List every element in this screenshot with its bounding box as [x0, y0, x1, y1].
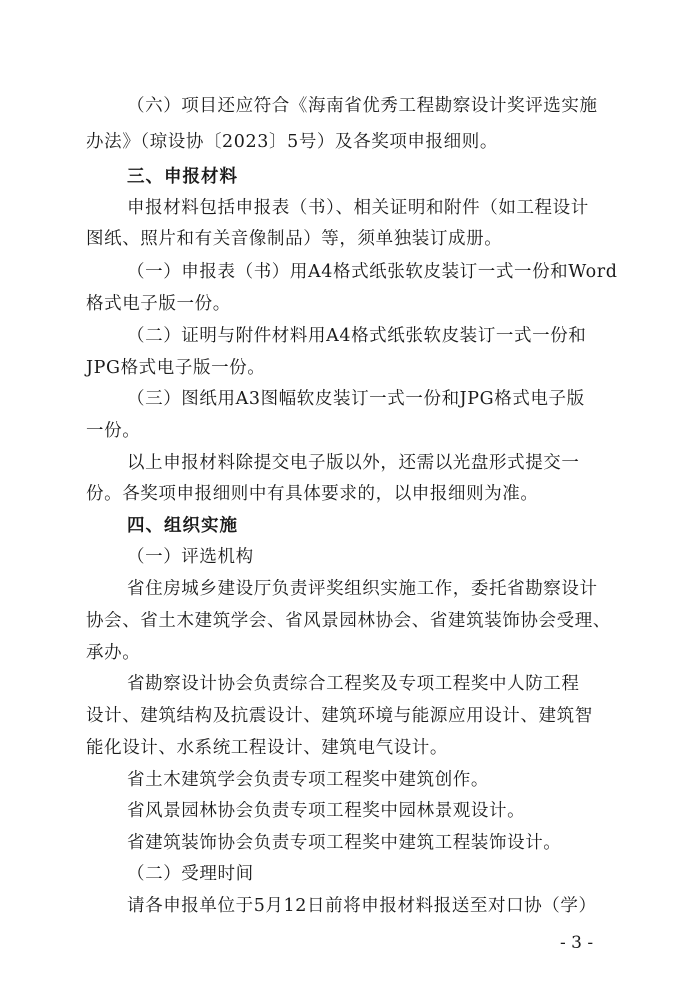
text-line: 请各申报单位于5月12日前将申报材料报送至对口协（学） — [127, 896, 597, 916]
text-line: 格式电子版一份。 — [86, 294, 231, 314]
text-line: 省住房城乡建设厅负责评奖组织实施工作，委托省勘察设计 — [127, 579, 598, 599]
text-line: 图纸、照片和有关音像制品）等，须单独装订成册。 — [86, 229, 503, 249]
page-number: - 3 - — [560, 933, 594, 953]
subsection-heading: （一）评选机构 — [127, 547, 254, 567]
text-line: 设计、建筑结构及抗震设计、建筑环境与能源应用设计、建筑智 — [86, 706, 593, 726]
text-line: 省土木建筑学会负责专项工程奖中建筑创作。 — [127, 770, 489, 790]
text-line: 份。各奖项申报细则中有具体要求的，以申报细则为准。 — [86, 484, 539, 504]
text-line: 省勘察设计协会负责综合工程奖及专项工程奖中人防工程 — [127, 674, 580, 694]
text-line: 申报材料包括申报表（书）、相关证明和附件（如工程设计 — [127, 198, 589, 218]
section-heading: 四、组织实施 — [127, 516, 238, 536]
text-line: 省风景园林协会负责专项工程奖中园林景观设计。 — [127, 801, 526, 821]
text-line: （二）证明与附件材料用A4格式纸张软皮装订一式一份和 — [127, 326, 587, 346]
text-line: JPG格式电子版一份。 — [86, 358, 266, 378]
text-line: 以上申报材料除提交电子版以外，还需以光盘形式提交一 — [127, 453, 580, 473]
text-line: （一）申报表（书）用A4格式纸张软皮装订一式一份和Word — [127, 262, 618, 282]
text-line: 一份。 — [86, 421, 141, 441]
text-line: 能化设计、水系统工程设计、建筑电气设计。 — [86, 738, 448, 758]
text-line: 省建筑装饰协会负责专项工程奖中建筑工程装饰设计。 — [127, 833, 562, 853]
text-line: 承办。 — [86, 643, 141, 663]
section-heading: 三、申报材料 — [127, 167, 238, 187]
subsection-heading: （二）受理时间 — [127, 864, 254, 884]
text-line: 办法》（琼设协〔2023〕5号）及各奖项申报细则。 — [86, 132, 498, 152]
text-line: （六）项目还应符合《海南省优秀工程勘察设计奖评选实施 — [127, 96, 598, 116]
text-line: （三）图纸用A3图幅软皮装订一式一份和JPG格式电子版 — [127, 389, 585, 409]
text-line: 协会、省土木建筑学会、省风景园林协会、省建筑装饰协会受理、 — [86, 611, 611, 631]
